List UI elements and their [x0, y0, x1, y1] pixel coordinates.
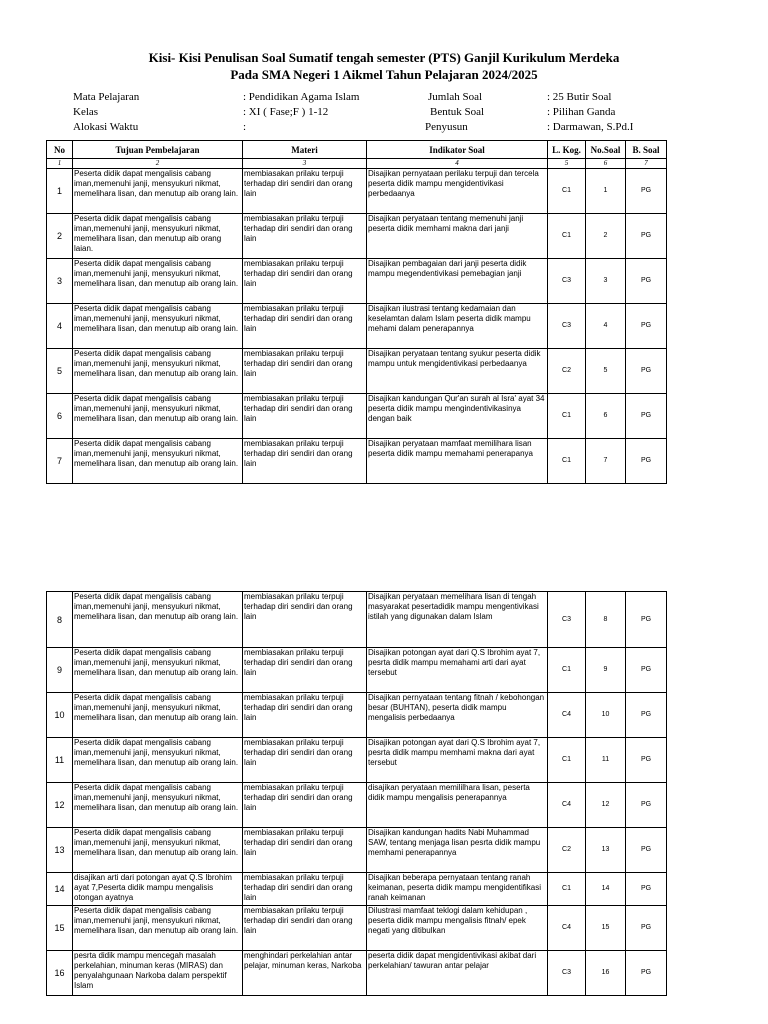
cell-indikator-soal: Disajikan peryataan mamfaat memilihara lisan peserta didik mampu memahami penerapanya [367, 439, 548, 484]
cell-no: 1 [47, 169, 73, 214]
cell-indikator-soal: Disajikan peryataan tentang syukur peserta didik mampu untuk mengidentivikasi perbedaanya [367, 349, 548, 394]
cell-materi: membiasakan prilaku terpuji terhadap diri sendiri dan orang lain [243, 259, 367, 304]
table-row [47, 693, 667, 738]
cell-tujuan-pembelajaran: pesrta didik mampu mencegah masalah perkelahian, minuman keras (MIRAS) dan penyalahgunaan Narkoba dalam perspektif Islam [73, 951, 243, 996]
cell-no: 8 [47, 592, 73, 648]
cell-tujuan-pembelajaran: Peserta didik dapat mengalisis cabang iman,memenuhi janji, mensyukuri nikmat, memelihara lisan, dan menutup aib orang laian. [73, 214, 243, 259]
cell-indikator-soal: Disajikan pernyataan perilaku terpuji dan tercela peserta didik mampu mengidentivikasi perbedaanya [367, 169, 548, 214]
column-number: 5 [548, 159, 586, 169]
cell-tujuan-pembelajaran: Peserta didik dapat mengalisis cabang iman,memenuhi janji, mensyukuri nikmat, memelihara lisan, dan menutup aib orang lain. [73, 169, 243, 214]
column-number: 3 [243, 159, 367, 169]
cell-bentuk-soal: PG [626, 169, 667, 214]
cell-level-kognitif: C4 [548, 906, 586, 951]
table-row [47, 592, 667, 648]
cell-tujuan-pembelajaran: Peserta didik dapat mengalisis cabang iman,memenuhi janji, mensyukuri nikmat, memelihara lisan, dan menutup aib orang lain. [73, 304, 243, 349]
kisi-kisi-table-page1 [46, 140, 667, 484]
column-number: 4 [367, 159, 548, 169]
table-row [47, 259, 667, 304]
cell-level-kognitif: C2 [548, 349, 586, 394]
cell-nomor-soal: 11 [586, 738, 626, 783]
cell-bentuk-soal: PG [626, 906, 667, 951]
cell-materi: membiasakan prilaku terpuji terhadap diri sendiri dan orang lain [243, 169, 367, 214]
cell-no: 15 [47, 906, 73, 951]
cell-level-kognitif: C1 [548, 439, 586, 484]
cell-no: 12 [47, 783, 73, 828]
cell-indikator-soal: peserta didik dapat mengidentivikasi akibat dari perkelahian/ tawuran antar pelajar [367, 951, 548, 996]
cell-nomor-soal: 5 [586, 349, 626, 394]
cell-indikator-soal: Disajikan peryataan tentang memenuhi janji peserta didik memhami makna dari janji [367, 214, 548, 259]
cell-tujuan-pembelajaran: Peserta didik dapat mengalisis cabang iman,memenuhi janji, mensyukuri nikmat, memelihara lisan, dan menutup aib orang lain. [73, 439, 243, 484]
cell-level-kognitif: C2 [548, 828, 586, 873]
cell-bentuk-soal: PG [626, 214, 667, 259]
cell-no: 5 [47, 349, 73, 394]
cell-no: 4 [47, 304, 73, 349]
cell-tujuan-pembelajaran: Peserta didik dapat mengalisis cabang iman,memenuhi janji, mensyukuri nikmat, memelihara lisan, dan menutup aib orang lain. [73, 259, 243, 304]
table-row [47, 783, 667, 828]
cell-nomor-soal: 16 [586, 951, 626, 996]
cell-level-kognitif: C1 [548, 738, 586, 783]
cell-indikator-soal: Disajikan ilustrasi tentang kedamaian dan keselamtan dalam Islam peserta didik mampu mehami dalam penerapannya [367, 304, 548, 349]
cell-materi: membiasakan prilaku terpuji terhadap diri sendiri dan orang lain [243, 693, 367, 738]
cell-materi: membiasakan prilaku terpuji terhadap diri sendiri dan orang lain [243, 906, 367, 951]
cell-no: 6 [47, 394, 73, 439]
cell-bentuk-soal: PG [626, 259, 667, 304]
bentuk-soal-value: : Pilihan Ganda [547, 106, 616, 118]
cell-nomor-soal: 10 [586, 693, 626, 738]
cell-nomor-soal: 14 [586, 873, 626, 906]
cell-nomor-soal: 9 [586, 648, 626, 693]
table-header-row [47, 141, 667, 159]
column-number-row [47, 159, 667, 169]
cell-materi: membiasakan prilaku terpuji terhadap diri sendiri dan orang lain [243, 828, 367, 873]
cell-materi: membiasakan prilaku terpuji terhadap diri sendiri dan orang lain [243, 873, 367, 906]
cell-nomor-soal: 7 [586, 439, 626, 484]
cell-nomor-soal: 4 [586, 304, 626, 349]
cell-tujuan-pembelajaran: Peserta didik dapat mengalisis cabang iman,memenuhi janji, mensyukuri nikmat, memelihara lisan, dan menutup aib orang lain. [73, 592, 243, 648]
column-number: 6 [586, 159, 626, 169]
header-nomor-soal: No.Soal [586, 141, 626, 159]
cell-tujuan-pembelajaran: Peserta didik dapat mengalisis cabang iman,memenuhi janji, mensyukuri nikmat, memelihara lisan, dan menutup aib orang lain. [73, 906, 243, 951]
cell-no: 7 [47, 439, 73, 484]
table-row [47, 873, 667, 906]
cell-bentuk-soal: PG [626, 693, 667, 738]
cell-tujuan-pembelajaran: Peserta didik dapat mengalisis cabang iman,memenuhi janji, mensyukuri nikmat, memelihara lisan, dan menutup aib orang lain. [73, 648, 243, 693]
header-no: No [47, 141, 73, 159]
kelas-label: Kelas [73, 106, 99, 118]
cell-no: 11 [47, 738, 73, 783]
cell-bentuk-soal: PG [626, 873, 667, 906]
cell-indikator-soal: Disajikan potongan ayat dari Q.S Ibrohim ayat 7, pesrta didik mampu memhami makna dari ayat tersebut [367, 738, 548, 783]
cell-materi: membiasakan prilaku terpuji terhadap diri sendiri dan orang lain [243, 214, 367, 259]
cell-indikator-soal: Dilustrasi mamfaat teklogi dalam kehidupan , peserta didik mampu mengalisis fitnah/ epek negati yang ditibulkan [367, 906, 548, 951]
column-number: 1 [47, 159, 73, 169]
cell-nomor-soal: 3 [586, 259, 626, 304]
mata-pelajaran-label: Mata Pelajaran [73, 91, 140, 103]
cell-nomor-soal: 12 [586, 783, 626, 828]
cell-tujuan-pembelajaran: Peserta didik dapat mengalisis cabang iman,memenuhi janji, mensyukuri nikmat, memelihara lisan, dan menutup aib orang lain. [73, 394, 243, 439]
cell-nomor-soal: 1 [586, 169, 626, 214]
table-row [47, 304, 667, 349]
penyusun-value: : Darmawan, S.Pd.I [547, 121, 634, 133]
header-level-kognitif: L. Kog. [548, 141, 586, 159]
header-bentuk-soal: B. Soal [626, 141, 667, 159]
document-title: Kisi- Kisi Penulisan Soal Sumatif tengah semester (PTS) Ganjil Kurikulum Merdeka [148, 50, 620, 65]
cell-no: 3 [47, 259, 73, 304]
table-row [47, 214, 667, 259]
column-number: 2 [73, 159, 243, 169]
penyusun-label: Penyusun [425, 121, 468, 133]
cell-level-kognitif: C3 [548, 592, 586, 648]
cell-indikator-soal: disajikan peryataan memililhara lisan, peserta didik mampu mengalisis penerapannya [367, 783, 548, 828]
cell-indikator-soal: Disajikan pembagaian dari janji peserta didik mampu megendentivikasi pemebagian janji [367, 259, 548, 304]
cell-nomor-soal: 6 [586, 394, 626, 439]
table-row [47, 648, 667, 693]
cell-indikator-soal: Disajikan beberapa pernyataan tentang ranah keimanan, peserta didik mampu mengidentifikasi ranah keimanan [367, 873, 548, 906]
cell-nomor-soal: 15 [586, 906, 626, 951]
cell-level-kognitif: C1 [548, 214, 586, 259]
cell-level-kognitif: C1 [548, 873, 586, 906]
cell-no: 14 [47, 873, 73, 906]
cell-no: 10 [47, 693, 73, 738]
cell-nomor-soal: 13 [586, 828, 626, 873]
cell-materi: membiasakan prilaku terpuji terhadap diri sendiri dan orang lain [243, 304, 367, 349]
cell-bentuk-soal: PG [626, 394, 667, 439]
cell-no: 16 [47, 951, 73, 996]
cell-bentuk-soal: PG [626, 738, 667, 783]
cell-materi: membiasakan prilaku terpuji terhadap diri sendiri dan orang lain [243, 439, 367, 484]
cell-bentuk-soal: PG [626, 951, 667, 996]
header-indikator-soal: Indikator Soal [367, 141, 548, 159]
table-row [47, 738, 667, 783]
cell-indikator-soal: Disajikan kandungan hadits Nabi Muhammad SAW, tentang menjaga lisan pesrta didik mampu memhami penerapannya [367, 828, 548, 873]
cell-level-kognitif: C1 [548, 394, 586, 439]
kisi-kisi-table-page2 [46, 591, 667, 996]
cell-no: 13 [47, 828, 73, 873]
cell-nomor-soal: 2 [586, 214, 626, 259]
cell-level-kognitif: C3 [548, 951, 586, 996]
table-row [47, 349, 667, 394]
cell-tujuan-pembelajaran: Peserta didik dapat mengalisis cabang iman,memenuhi janji, mensyukuri nikmat, memelihara lisan, dan menutup aib orang lain. [73, 738, 243, 783]
cell-no: 9 [47, 648, 73, 693]
document-subtitle: Pada SMA Negeri 1 Aikmel Tahun Pelajaran 2024/2025 [230, 67, 538, 82]
cell-bentuk-soal: PG [626, 349, 667, 394]
cell-bentuk-soal: PG [626, 783, 667, 828]
cell-materi: menghindari perkelahian antar pelajar, minuman keras, Narkoba [243, 951, 367, 996]
table-row [47, 828, 667, 873]
cell-indikator-soal: Disajikan kandungan Qur'an surah al Isra' ayat 34 peserta didik mampu mengindentivikasinya dengan baik [367, 394, 548, 439]
cell-materi: membiasakan prilaku terpuji terhadap diri sendiri dan orang lain [243, 592, 367, 648]
cell-indikator-soal: Disajikan potongan ayat dari Q.S Ibrohim ayat 7, pesrta didik mampu memahami arti dari ayat tersebut [367, 648, 548, 693]
jumlah-soal-label: Jumlah Soal [428, 91, 483, 103]
cell-level-kognitif: C4 [548, 783, 586, 828]
cell-bentuk-soal: PG [626, 439, 667, 484]
cell-level-kognitif: C1 [548, 648, 586, 693]
cell-bentuk-soal: PG [626, 592, 667, 648]
table-row [47, 439, 667, 484]
cell-tujuan-pembelajaran: disajikan arti dari potongan ayat Q.S Ibrohim ayat 7,Peserta didik mampu mengalisis otongan ayatnya [73, 873, 243, 906]
cell-materi: membiasakan prilaku terpuji terhadap diri sendiri dan orang lain [243, 394, 367, 439]
alokasi-waktu-label: Alokasi Waktu [73, 121, 139, 133]
table-row [47, 906, 667, 951]
cell-indikator-soal: Disajikan peryataan memelihara lisan di tengah masyarakat pesertadidik mampu mengentivikasi istilah yang digunakan dalam Islam [367, 592, 548, 648]
alokasi-waktu-value: : [243, 121, 247, 133]
cell-bentuk-soal: PG [626, 648, 667, 693]
table-row [47, 951, 667, 996]
cell-level-kognitif: C3 [548, 259, 586, 304]
cell-materi: membiasakan prilaku terpuji terhadap diri sendiri dan orang lain [243, 738, 367, 783]
header-materi: Materi [243, 141, 367, 159]
cell-materi: membiasakan prilaku terpuji terhadap diri sendiri dan orang lain [243, 783, 367, 828]
cell-bentuk-soal: PG [626, 304, 667, 349]
kelas-value: : XI ( Fase;F ) 1-12 [243, 106, 329, 118]
cell-indikator-soal: Disajikan pernyataan tentang fitnah / kebohongan besar (BUHTAN), peserta didik mampu mengalisis perbedaanya [367, 693, 548, 738]
cell-no: 2 [47, 214, 73, 259]
table-row [47, 169, 667, 214]
mata-pelajaran-value: : Pendidikan Agama Islam [243, 91, 360, 103]
cell-level-kognitif: C1 [548, 169, 586, 214]
cell-tujuan-pembelajaran: Peserta didik dapat mengalisis cabang iman,memenuhi janji, mensyukuri nikmat, memelihara lisan, dan menutup aib orang lain. [73, 783, 243, 828]
cell-nomor-soal: 8 [586, 592, 626, 648]
cell-tujuan-pembelajaran: Peserta didik dapat mengalisis cabang iman,memenuhi janji, mensyukuri nikmat, memelihara lisan, dan menutup aib orang lain. [73, 349, 243, 394]
cell-bentuk-soal: PG [626, 828, 667, 873]
table-row [47, 394, 667, 439]
cell-level-kognitif: C4 [548, 693, 586, 738]
cell-tujuan-pembelajaran: Peserta didik dapat mengalisis cabang iman,memenuhi janji, mensyukuri nikmat, memelihara lisan, dan menutup aib orang lain. [73, 828, 243, 873]
cell-materi: membiasakan prilaku terpuji terhadap diri sendiri dan orang lain [243, 349, 367, 394]
bentuk-soal-label: Bentuk Soal [430, 106, 485, 118]
column-number: 7 [626, 159, 667, 169]
cell-materi: membiasakan prilaku terpuji terhadap diri sendiri dan orang lain [243, 648, 367, 693]
jumlah-soal-value: : 25 Butir Soal [547, 91, 612, 103]
cell-tujuan-pembelajaran: Peserta didik dapat mengalisis cabang iman,memenuhi janji, mensyukuri nikmat, memelihara lisan, dan menutup aib orang lain. [73, 693, 243, 738]
header-tujuan-pembelajaran: Tujuan Pembelajaran [73, 141, 243, 159]
cell-level-kognitif: C3 [548, 304, 586, 349]
